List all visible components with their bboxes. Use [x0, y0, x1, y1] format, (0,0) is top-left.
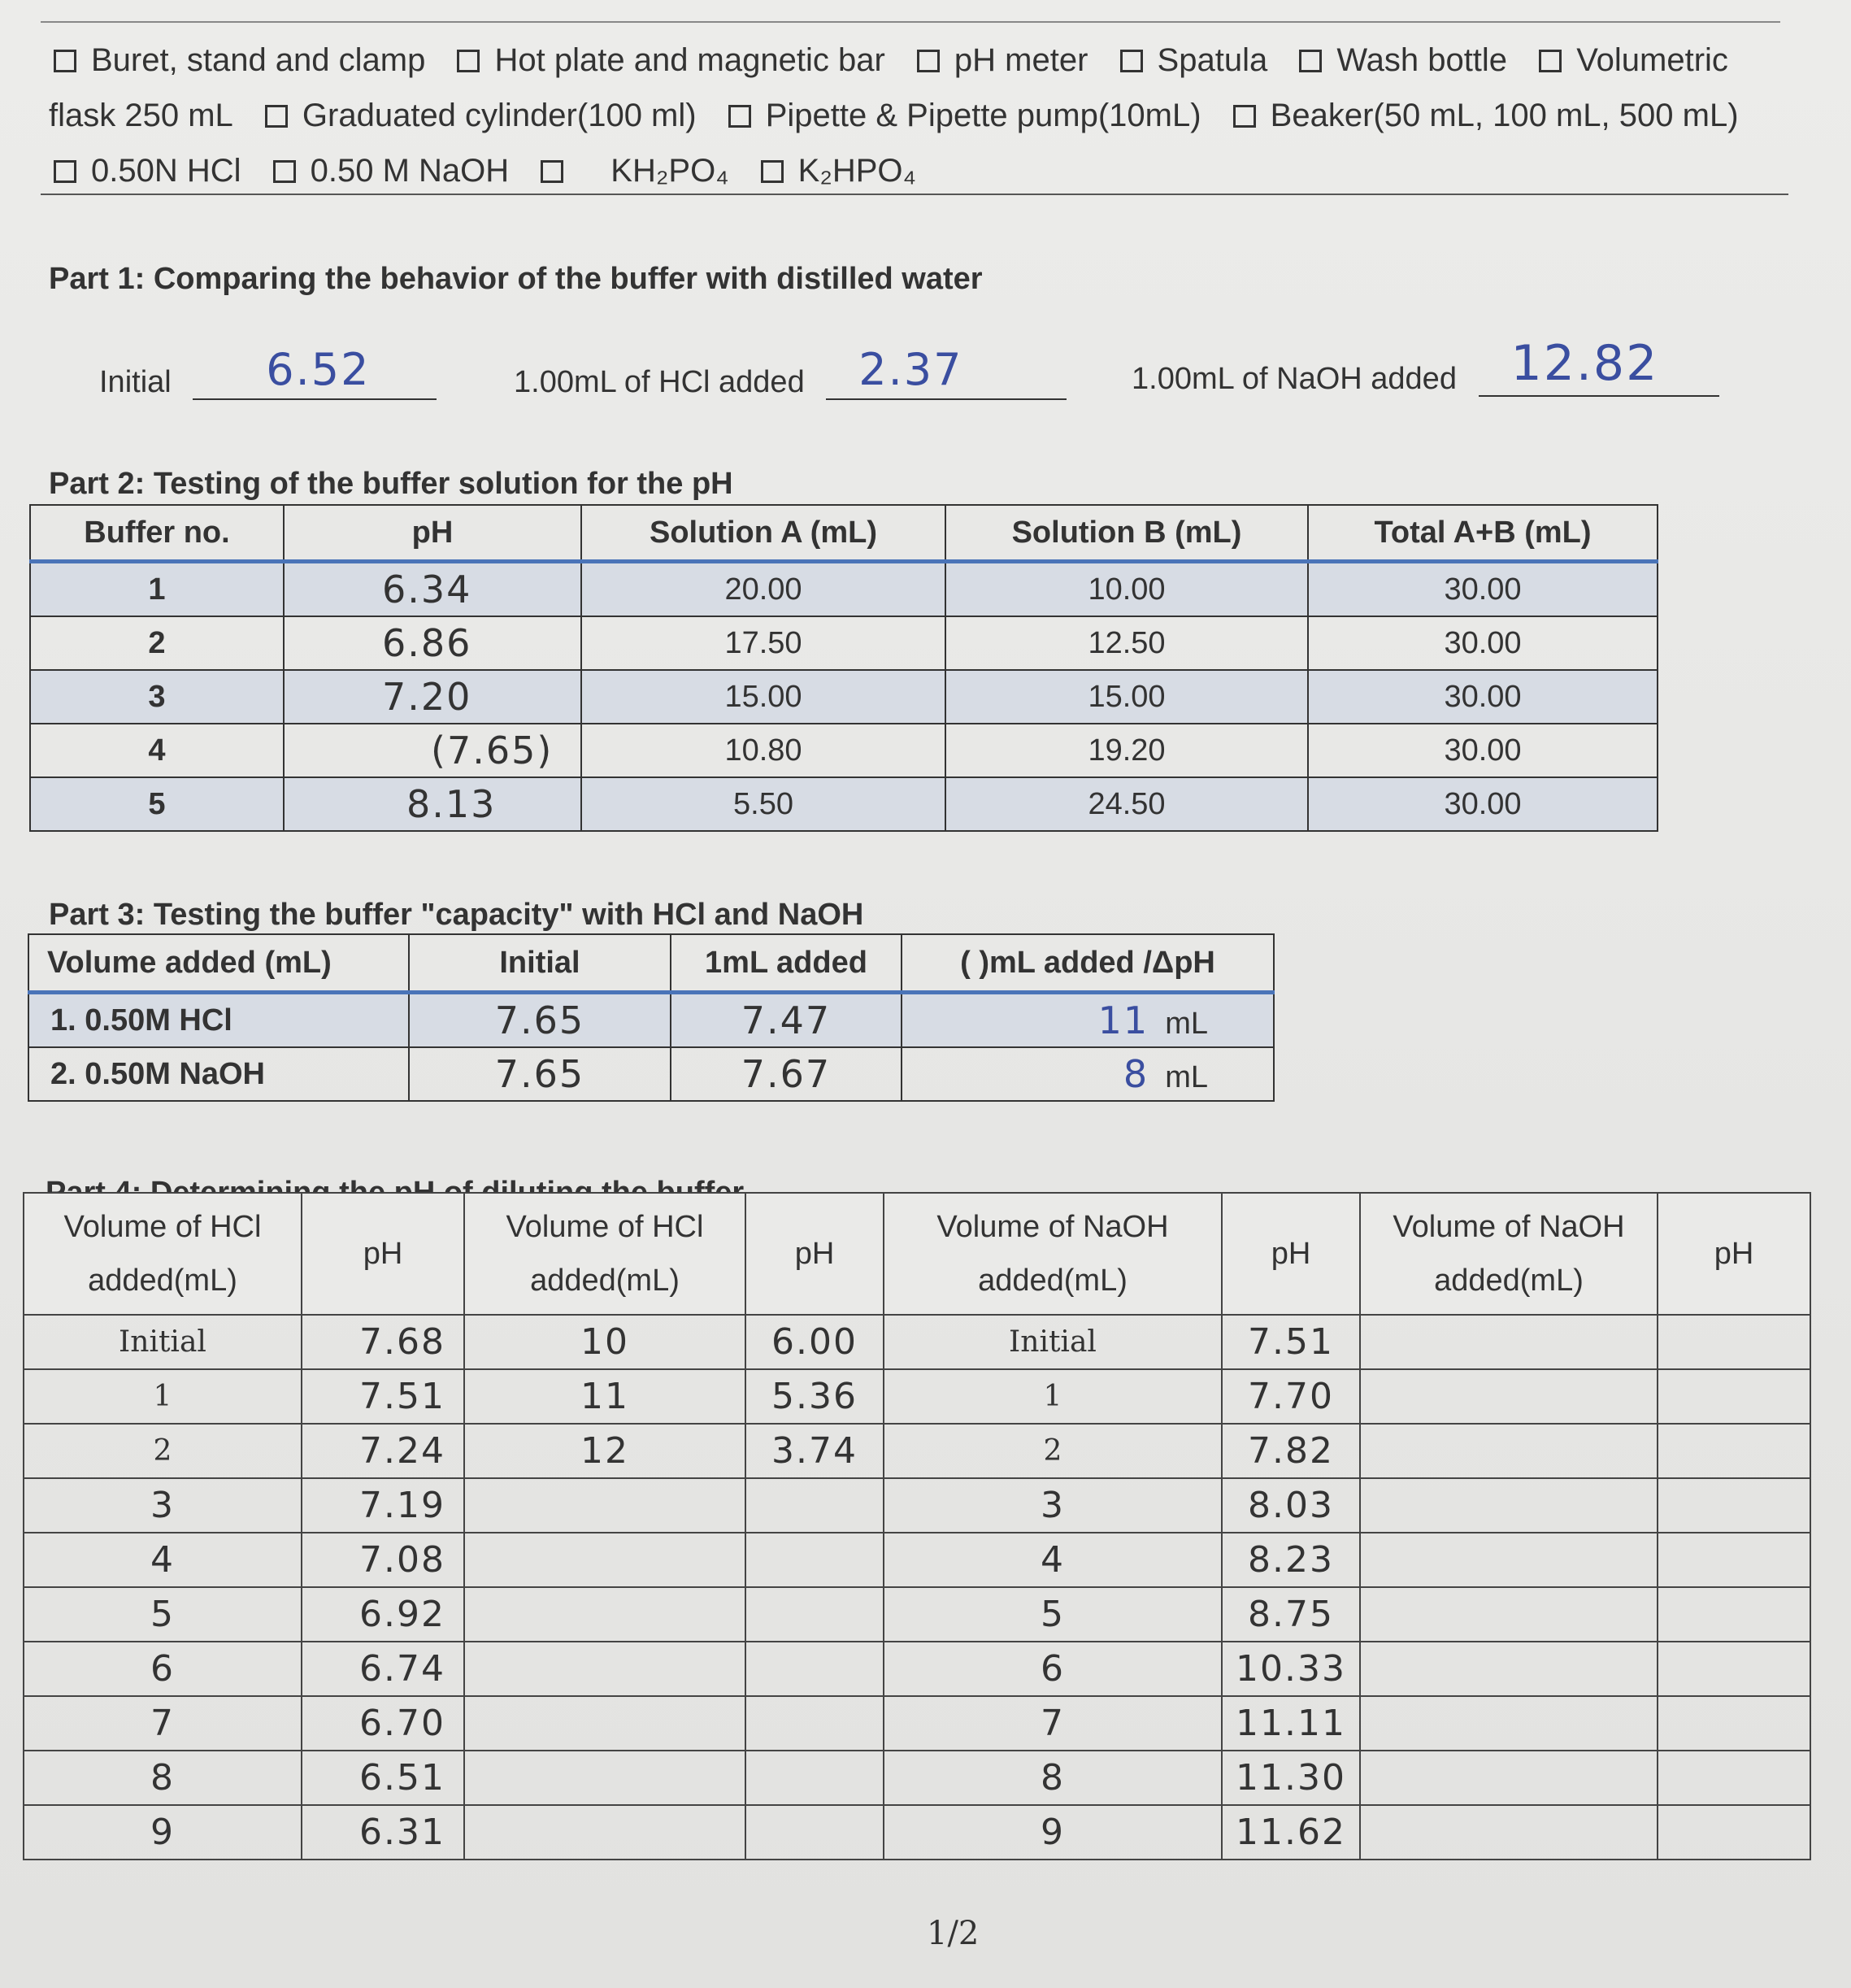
buffer-no-cell: 3: [30, 670, 284, 724]
material-item: Volumetric: [1576, 42, 1728, 78]
ph-cell[interactable]: 6.74: [302, 1642, 464, 1696]
header-ph: pH: [302, 1193, 464, 1315]
part3-table: [28, 933, 1275, 1102]
hcl-volume-cell[interactable]: 5: [24, 1587, 302, 1642]
initial-cell[interactable]: 7.65: [409, 993, 671, 1048]
ph-cell[interactable]: 7.24: [302, 1424, 464, 1478]
initial-cell[interactable]: 7.65: [409, 1047, 671, 1101]
header-ph: pH: [1222, 1193, 1360, 1315]
buffer-no-cell: 1: [30, 562, 284, 617]
header-naoh-volume: Volume of NaOH added(mL): [884, 1193, 1222, 1315]
naoh-volume-cell[interactable]: 6: [884, 1642, 1222, 1696]
ph-cell[interactable]: [745, 1478, 884, 1533]
delta-ph-cell[interactable]: [902, 993, 1274, 1048]
solution-a-cell: 15.00: [581, 670, 945, 724]
materials-line-3: [49, 143, 1788, 198]
naoh-volume-cell: 1: [884, 1369, 1222, 1424]
ph-cell[interactable]: 6.00: [745, 1315, 884, 1369]
material-item: KH₂PO₄: [610, 153, 729, 189]
checkbox-icon[interactable]: [54, 50, 76, 72]
ph-cell[interactable]: 7.82: [1222, 1424, 1360, 1478]
header-total: Total A+B (mL): [1308, 505, 1658, 562]
hcl-volume-cell[interactable]: [464, 1478, 745, 1533]
ph-cell[interactable]: 11.62: [1222, 1805, 1360, 1860]
part1-hcl-value: 2.37: [858, 344, 963, 395]
ph-cell[interactable]: [1658, 1696, 1810, 1751]
ph-cell[interactable]: 6.92: [302, 1587, 464, 1642]
solution-b-cell: 10.00: [945, 562, 1308, 617]
ph-cell[interactable]: [1658, 1805, 1810, 1860]
material-item: Buret, stand and clamp: [91, 42, 426, 78]
delta-ph-cell[interactable]: [902, 1047, 1274, 1101]
unit-label: mL: [1165, 1060, 1208, 1094]
one-ml-cell[interactable]: 7.67: [671, 1047, 902, 1101]
total-cell: 30.00: [1308, 616, 1658, 670]
table-header-row: [28, 934, 1274, 993]
header-buffer-no: Buffer no.: [30, 505, 284, 562]
hcl-volume-cell[interactable]: 9: [24, 1805, 302, 1860]
checkbox-icon[interactable]: [1120, 50, 1143, 72]
ph-cell[interactable]: (7.65): [284, 724, 581, 777]
header-ph: pH: [1658, 1193, 1810, 1315]
buffer-no-cell: 2: [30, 616, 284, 670]
header-delta-ph: ( )mL added /ΔpH: [902, 934, 1274, 993]
ph-cell[interactable]: 5.36: [745, 1369, 884, 1424]
table-row: [24, 1424, 1810, 1478]
checkbox-icon[interactable]: [541, 160, 563, 183]
checkbox-icon[interactable]: [728, 105, 751, 128]
part1-hcl-label: 1.00mL of HCl added: [514, 365, 805, 399]
material-item: K₂HPO₄: [797, 153, 916, 189]
ph-cell[interactable]: 3.74: [745, 1424, 884, 1478]
part1-title: Part 1: Comparing the behavior of the buffer with distilled water: [49, 262, 983, 296]
ph-cell[interactable]: 8.13: [284, 777, 581, 831]
hcl-volume-cell[interactable]: 8: [24, 1751, 302, 1805]
checkbox-icon[interactable]: [265, 105, 288, 128]
ph-cell[interactable]: [745, 1805, 884, 1860]
material-item: Pipette & Pipette pump(10mL): [765, 98, 1201, 133]
buffer-no-cell: 5: [30, 777, 284, 831]
part2-table: [29, 504, 1658, 832]
naoh-volume-cell[interactable]: 7: [884, 1696, 1222, 1751]
part4-table: [23, 1192, 1811, 1860]
table-header-row: [24, 1193, 1810, 1315]
part1-naoh-blank[interactable]: [1479, 330, 1719, 397]
row-label: 1. 0.50M HCl: [28, 993, 409, 1048]
table-row: [24, 1478, 1810, 1533]
table-row: [24, 1369, 1810, 1424]
naoh-volume-cell[interactable]: 8: [884, 1751, 1222, 1805]
materials-line-2: [49, 88, 1788, 143]
ph-cell[interactable]: 6.70: [302, 1696, 464, 1751]
naoh-volume-cell[interactable]: 5: [884, 1587, 1222, 1642]
hcl-volume-cell[interactable]: [464, 1805, 745, 1860]
naoh-volume-cell[interactable]: [1360, 1533, 1658, 1587]
table-row: [24, 1642, 1810, 1696]
ph-cell[interactable]: [1658, 1587, 1810, 1642]
hcl-volume-cell[interactable]: [464, 1751, 745, 1805]
part2-title: Part 2: Testing of the buffer solution for the pH: [49, 467, 733, 501]
part1-naoh: [1132, 330, 1719, 397]
table-header-row: [30, 505, 1658, 562]
material-item: Hot plate and magnetic bar: [494, 42, 885, 78]
hcl-volume-cell[interactable]: 12: [464, 1424, 745, 1478]
top-rule: [41, 21, 1780, 23]
table-row: [24, 1533, 1810, 1587]
ph-cell[interactable]: [745, 1642, 884, 1696]
table-row: [30, 724, 1658, 777]
naoh-volume-cell[interactable]: [1360, 1642, 1658, 1696]
checkbox-icon[interactable]: [761, 160, 784, 183]
header-hcl-volume: Volume of HCl added(mL): [24, 1193, 302, 1315]
material-item: Graduated cylinder(100 ml): [302, 98, 697, 133]
hcl-volume-cell[interactable]: [464, 1587, 745, 1642]
total-cell: 30.00: [1308, 777, 1658, 831]
header-volume-added: Volume added (mL): [28, 934, 409, 993]
checkbox-icon[interactable]: [457, 50, 480, 72]
hcl-volume-cell[interactable]: 3: [24, 1478, 302, 1533]
material-item: flask 250 mL: [49, 98, 233, 133]
ph-cell[interactable]: 7.20: [284, 670, 581, 724]
checkbox-icon[interactable]: [1299, 50, 1322, 72]
ph-cell[interactable]: [1658, 1315, 1810, 1369]
naoh-volume-cell[interactable]: [1360, 1369, 1658, 1424]
material-item: Beaker(50 mL, 100 mL, 500 mL): [1270, 98, 1739, 133]
solution-b-cell: 12.50: [945, 616, 1308, 670]
ph-cell[interactable]: 6.34: [284, 562, 581, 617]
table-row: [24, 1587, 1810, 1642]
hcl-volume-cell[interactable]: [464, 1533, 745, 1587]
ph-cell[interactable]: [1658, 1369, 1810, 1424]
materials-bottom-rule: [41, 194, 1788, 195]
materials-list: [49, 33, 1788, 198]
ph-cell[interactable]: 7.70: [1222, 1369, 1360, 1424]
solution-b-cell: 19.20: [945, 724, 1308, 777]
table-row: [28, 993, 1274, 1048]
header-initial: Initial: [409, 934, 671, 993]
part1-naoh-label: 1.00mL of NaOH added: [1132, 362, 1457, 396]
hcl-volume-cell[interactable]: 6: [24, 1642, 302, 1696]
checkbox-icon[interactable]: [273, 160, 296, 183]
hcl-volume-cell[interactable]: [464, 1696, 745, 1751]
header-solution-a: Solution A (mL): [581, 505, 945, 562]
solution-b-cell: 24.50: [945, 777, 1308, 831]
ph-cell[interactable]: 7.68: [302, 1315, 464, 1369]
part1-initial: [99, 341, 437, 400]
delta-volume: 11: [1097, 998, 1149, 1042]
one-ml-cell[interactable]: 7.47: [671, 993, 902, 1048]
part1-initial-label: Initial: [99, 365, 172, 399]
total-cell: 30.00: [1308, 670, 1658, 724]
ph-cell[interactable]: 8.23: [1222, 1533, 1360, 1587]
part1-initial-value: 6.52: [266, 344, 371, 395]
table-row: [24, 1751, 1810, 1805]
ph-cell[interactable]: 7.51: [1222, 1315, 1360, 1369]
page-number: 1/2: [927, 1915, 980, 1952]
hcl-volume-cell[interactable]: 4: [24, 1533, 302, 1587]
table-row: [28, 1047, 1274, 1101]
solution-a-cell: 5.50: [581, 777, 945, 831]
part1-hcl-blank[interactable]: [826, 341, 1067, 400]
checkbox-icon[interactable]: [54, 160, 76, 183]
checkbox-icon[interactable]: [917, 50, 940, 72]
naoh-volume-cell[interactable]: [1360, 1805, 1658, 1860]
ph-cell[interactable]: [1658, 1478, 1810, 1533]
ph-cell[interactable]: 8.03: [1222, 1478, 1360, 1533]
hcl-volume-cell[interactable]: [464, 1642, 745, 1696]
buffer-no-cell: 4: [30, 724, 284, 777]
ph-cell[interactable]: 7.51: [302, 1369, 464, 1424]
ph-cell[interactable]: [1658, 1642, 1810, 1696]
naoh-volume-cell[interactable]: [1360, 1424, 1658, 1478]
ph-cell[interactable]: 11.11: [1222, 1696, 1360, 1751]
naoh-volume-cell: 2: [884, 1424, 1222, 1478]
naoh-volume-cell: Initial: [884, 1315, 1222, 1369]
checkbox-icon[interactable]: [1233, 105, 1256, 128]
ph-cell[interactable]: [745, 1696, 884, 1751]
ph-cell[interactable]: 11.30: [1222, 1751, 1360, 1805]
row-label: 2. 0.50M NaOH: [28, 1047, 409, 1101]
hcl-volume-cell: 1: [24, 1369, 302, 1424]
table-row: [30, 562, 1658, 617]
header-ph: pH: [284, 505, 581, 562]
ph-cell[interactable]: 6.51: [302, 1751, 464, 1805]
delta-volume: 8: [1123, 1052, 1149, 1096]
table-row: [24, 1805, 1810, 1860]
ph-cell[interactable]: [745, 1751, 884, 1805]
material-item: pH meter: [954, 42, 1088, 78]
part3-title: Part 3: Testing the buffer "capacity" with HCl and NaOH: [49, 898, 864, 932]
materials-line-1: [49, 33, 1788, 88]
solution-b-cell: 15.00: [945, 670, 1308, 724]
naoh-volume-cell[interactable]: [1360, 1696, 1658, 1751]
naoh-volume-cell[interactable]: 3: [884, 1478, 1222, 1533]
hcl-volume-cell[interactable]: 7: [24, 1696, 302, 1751]
material-item: 0.50 M NaOH: [310, 153, 510, 189]
part1-initial-blank[interactable]: [193, 341, 437, 400]
hcl-volume-cell: 2: [24, 1424, 302, 1478]
header-ph: pH: [745, 1193, 884, 1315]
header-naoh-volume: Volume of NaOH added(mL): [1360, 1193, 1658, 1315]
table-row: [30, 777, 1658, 831]
ph-cell[interactable]: 10.33: [1222, 1642, 1360, 1696]
ph-cell[interactable]: 8.75: [1222, 1587, 1360, 1642]
naoh-volume-cell[interactable]: [1360, 1587, 1658, 1642]
header-hcl-volume: Volume of HCl added(mL): [464, 1193, 745, 1315]
ph-cell[interactable]: [745, 1533, 884, 1587]
material-item: Wash bottle: [1336, 42, 1508, 78]
ph-cell[interactable]: [745, 1587, 884, 1642]
naoh-volume-cell[interactable]: 9: [884, 1805, 1222, 1860]
material-item: 0.50N HCl: [91, 153, 241, 189]
naoh-volume-cell[interactable]: 4: [884, 1533, 1222, 1587]
header-1ml-added: 1mL added: [671, 934, 902, 993]
table-row: [24, 1696, 1810, 1751]
ph-cell[interactable]: 6.86: [284, 616, 581, 670]
naoh-volume-cell[interactable]: [1360, 1478, 1658, 1533]
solution-a-cell: 17.50: [581, 616, 945, 670]
total-cell: 30.00: [1308, 562, 1658, 617]
naoh-volume-cell[interactable]: [1360, 1751, 1658, 1805]
naoh-volume-cell[interactable]: [1360, 1315, 1658, 1369]
solution-a-cell: 10.80: [581, 724, 945, 777]
table-row: [30, 616, 1658, 670]
table-row: [24, 1315, 1810, 1369]
ph-cell[interactable]: 6.31: [302, 1805, 464, 1860]
part1-hcl: [514, 341, 1067, 400]
unit-label: mL: [1165, 1007, 1208, 1041]
part1-naoh-value: 12.82: [1510, 335, 1659, 392]
ph-cell[interactable]: 7.19: [302, 1478, 464, 1533]
ph-cell[interactable]: [1658, 1533, 1810, 1587]
ph-cell[interactable]: [1658, 1424, 1810, 1478]
ph-cell[interactable]: [1658, 1751, 1810, 1805]
material-item: Spatula: [1157, 42, 1268, 78]
checkbox-icon[interactable]: [1539, 50, 1562, 72]
solution-a-cell: 20.00: [581, 562, 945, 617]
hcl-volume-cell[interactable]: 11: [464, 1369, 745, 1424]
total-cell: 30.00: [1308, 724, 1658, 777]
table-row: [30, 670, 1658, 724]
header-solution-b: Solution B (mL): [945, 505, 1308, 562]
ph-cell[interactable]: 7.08: [302, 1533, 464, 1587]
hcl-volume-cell[interactable]: 10: [464, 1315, 745, 1369]
hcl-volume-cell: Initial: [24, 1315, 302, 1369]
